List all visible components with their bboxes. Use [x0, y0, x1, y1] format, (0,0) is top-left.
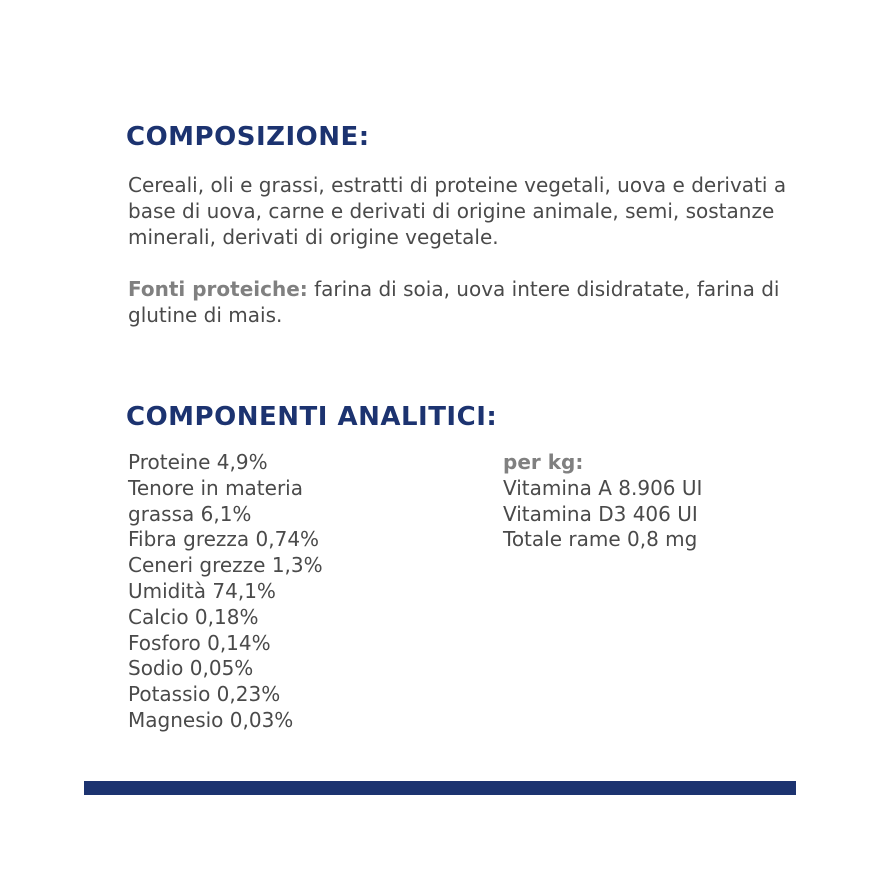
list-item: Umidità 74,1%: [128, 578, 276, 603]
list-item: Vitamina D3 406 UI: [503, 501, 698, 526]
list-item: Sodio 0,05%: [128, 656, 254, 681]
list-item: Ceneri grezze 1,3%: [128, 553, 323, 578]
analytical-components-list: [128, 450, 488, 734]
list-item: Calcio 0,18%: [128, 604, 259, 629]
list-item: Fosforo 0,14%: [128, 630, 271, 655]
composizione-heading: COMPOSIZIONE:: [126, 122, 370, 152]
list-item: Potassio 0,23%: [128, 682, 281, 707]
list-item: Fibra grezza 0,74%: [128, 527, 320, 552]
fonti-proteiche-label: Fonti proteiche:: [128, 277, 308, 301]
list-item: Tenore in materia: [128, 475, 303, 500]
composizione-text: Cereali, oli e grassi, estratti di proteine vegetali, uova e derivati a base di uova, carne e derivati di origine animale, semi, sostanze minerali, derivati di origine vegetale.: [128, 173, 787, 249]
additives-per-kg-list: [503, 450, 803, 553]
fonti-proteiche-paragraph: [128, 276, 788, 328]
componenti-analitici-heading: COMPONENTI ANALITICI:: [126, 402, 498, 432]
per-kg-label: per kg:: [503, 450, 584, 474]
list-item: Proteine 4,9%: [128, 450, 268, 474]
list-item: Vitamina A 8.906 UI: [503, 475, 703, 500]
bottom-bar: [84, 781, 796, 795]
list-item: grassa 6,1%: [128, 501, 252, 526]
list-item: Magnesio 0,03%: [128, 707, 294, 732]
list-item: Totale rame 0,8 mg: [503, 527, 698, 552]
fonti-proteiche-text: farina di soia, uova intere disidratate, farina di glutine di mais.: [128, 277, 780, 327]
